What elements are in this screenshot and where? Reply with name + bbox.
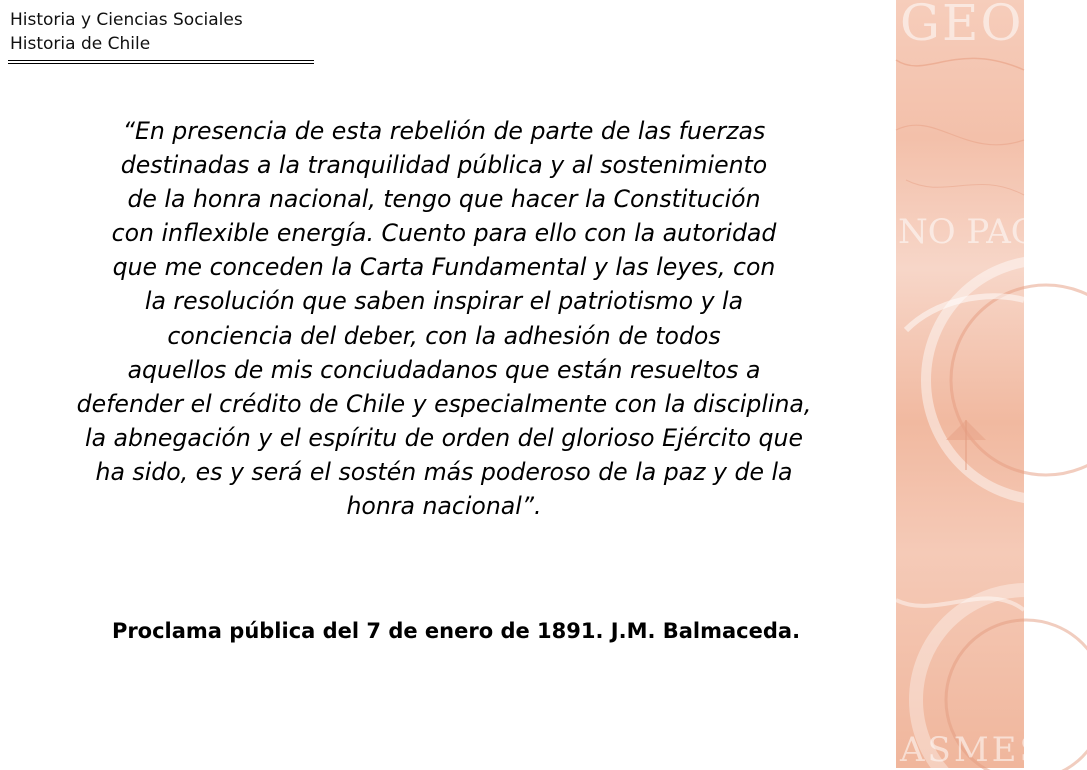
quote-line: que me conceden la Carta Fundamental y las leyes, con [112, 253, 776, 282]
quote-block [0, 114, 888, 523]
subject-title: Historia y Ciencias Sociales [10, 10, 243, 30]
quote-line: ha sido, es y será el sostén más poderoso de la paz y de la [95, 457, 793, 486]
quote-line: defender el crédito de Chile y especialmente con la disciplina, [76, 389, 812, 418]
header-divider [8, 60, 314, 64]
watermark-text-top: GEOGI [900, 0, 1087, 52]
quote-line: de la honra nacional, tengo que hacer la Constitución [127, 185, 761, 214]
quote-line: la abnegación y el espíritu de orden del glorioso Ejército que [85, 423, 803, 452]
watermark-text-bottom: ASMES [900, 730, 1046, 770]
quote-line: conciencia del deber, con la adhesión de todos [167, 321, 721, 350]
course-title: Historia de Chile [10, 34, 151, 54]
map-illustration [896, 0, 1024, 768]
quote-line: honra nacional”. [346, 492, 542, 521]
decorative-map-panel [896, 0, 1087, 770]
header [10, 8, 243, 56]
quote-line: aquellos de mis conciudadanos que están resueltos a [127, 355, 761, 384]
attribution: Proclama pública del 7 de enero de 1891. J.M. Balmaceda. [111, 619, 801, 643]
watermark-text-mid: NO PAC [898, 212, 1037, 252]
quote-line: “En presencia de esta rebelión de parte de las fuerzas [122, 117, 766, 145]
quote-line: destinadas a la tranquilidad pública y al sostenimiento [120, 151, 768, 180]
quote-line: la resolución que saben inspirar el patriotismo y la [144, 287, 744, 316]
quote-line: con inflexible energía. Cuento para ello con la autoridad [111, 219, 777, 248]
